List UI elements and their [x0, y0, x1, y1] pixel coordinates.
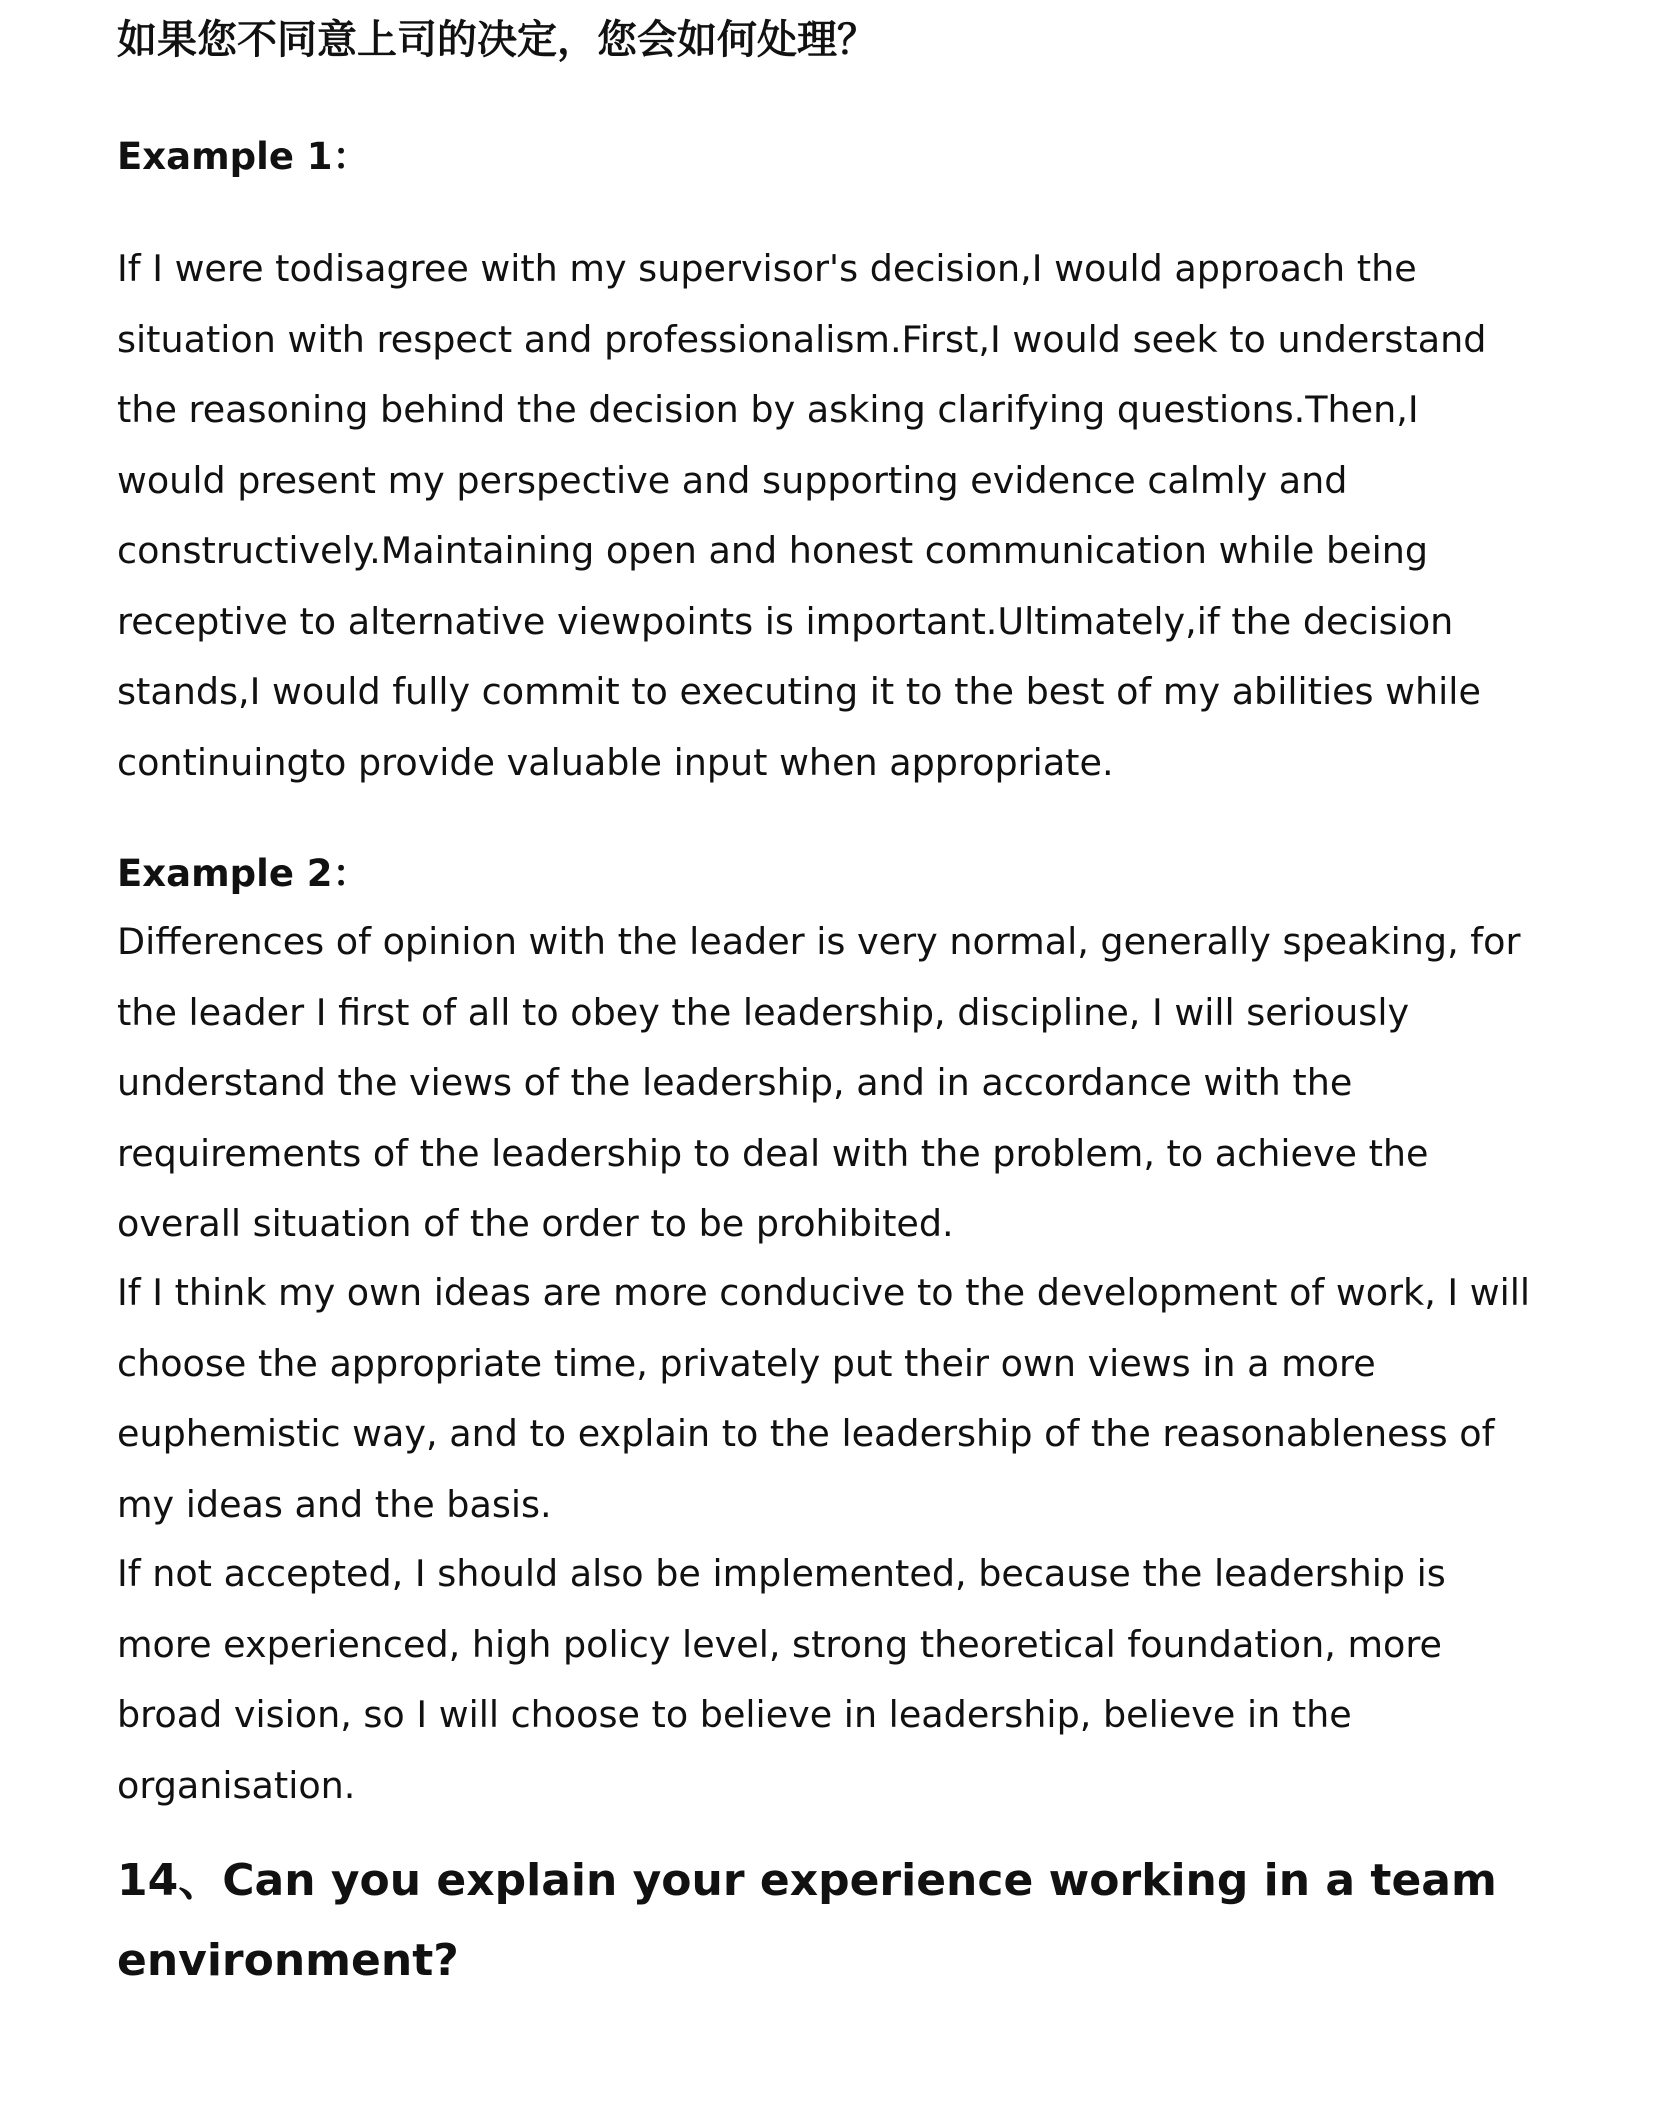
paragraph-line: more experienced, high policy level, strong theoretical foundation, more: [117, 1622, 1442, 1666]
heading-line: 14、Can you explain your experience working in a team: [117, 1855, 1497, 1906]
paragraph-line: choose the appropriate time, privately put their own views in a more: [117, 1341, 1376, 1385]
question-heading: 如果您不同意上司的决定，您会如何处理？: [117, 17, 877, 63]
paragraph-line: situation with respect and professionalism.First,I would seek to understand: [117, 317, 1487, 361]
example-2-paragraph-1: [117, 907, 1557, 1260]
paragraph-line: would present my perspective and supporting evidence calmly and: [117, 458, 1348, 502]
paragraph-line: If I think my own ideas are more conducive to the development of work, I will: [117, 1271, 1531, 1314]
paragraph-line: the leader I first of all to obey the leadership, discipline, I will seriously: [117, 990, 1410, 1034]
paragraph-line: If not accepted, I should also be implemented, because the leadership is: [117, 1552, 1446, 1595]
paragraph-line: my ideas and the basis.: [117, 1482, 552, 1526]
paragraph-line: continuingto provide valuable input when appropriate.: [117, 740, 1114, 784]
paragraph-line: Differences of opinion with the leader is very normal, generally speaking, for: [117, 920, 1521, 963]
paragraph-line: requirements of the leadership to deal with the problem, to achieve the: [117, 1131, 1429, 1175]
paragraph-line: euphemistic way, and to explain to the leadership of the reasonableness of: [117, 1412, 1495, 1455]
paragraph-line: stands,I would fully commit to executing it to the best of my abilities while: [117, 670, 1481, 713]
example-2-label: Example 2：: [117, 852, 370, 895]
paragraph-line: understand the views of the leadership, and in accordance with the: [117, 1061, 1353, 1104]
example-1-paragraph: [117, 234, 1557, 798]
paragraph-line: receptive to alternative viewpoints is important.Ultimately,if the decision: [117, 599, 1454, 643]
paragraph-line: organisation.: [117, 1763, 356, 1807]
paragraph-line: broad vision, so I will choose to believe in leadership, believe in the: [117, 1693, 1352, 1736]
example-2-paragraph-3: [117, 1539, 1557, 1821]
next-question-heading: [117, 1841, 1497, 2001]
paragraph-line: overall situation of the order to be prohibited.: [117, 1202, 954, 1245]
paragraph-line: the reasoning behind the decision by asking clarifying questions.Then,I: [117, 388, 1419, 431]
paragraph-line: If I were todisagree with my supervisor's decision,I would approach the: [117, 247, 1417, 290]
example-1-label: Example 1：: [117, 135, 370, 178]
paragraph-line: constructively.Maintaining open and honest communication while being: [117, 529, 1429, 572]
heading-line: environment?: [117, 1935, 459, 1986]
example-2-paragraph-2: [117, 1258, 1557, 1540]
